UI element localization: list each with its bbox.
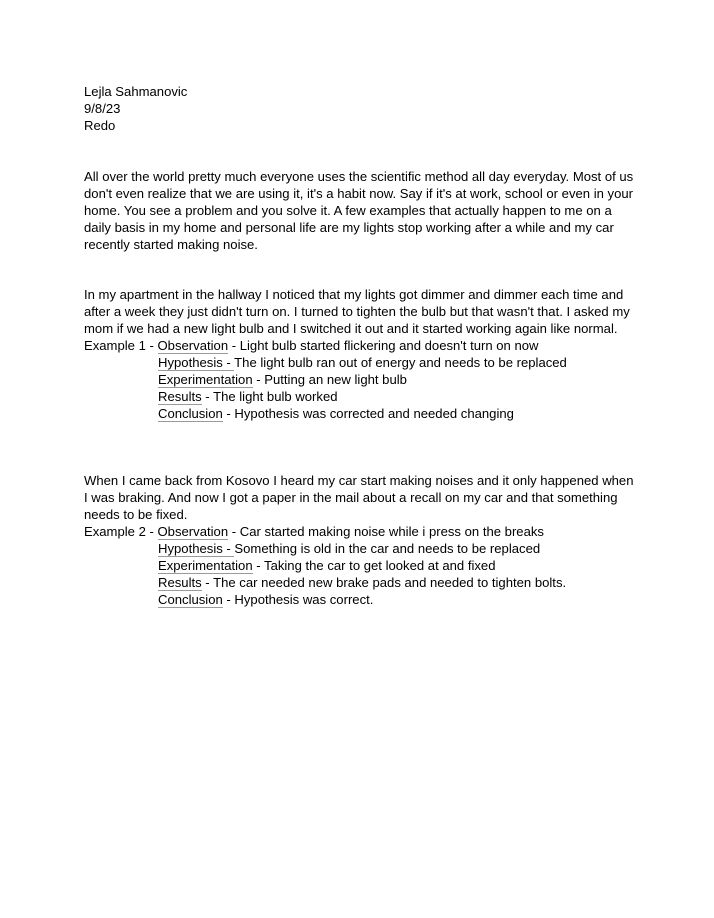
example-1-results-line xyxy=(84,388,636,405)
example-1-conclusion-text: - Hypothesis was corrected and needed changing xyxy=(222,406,514,421)
example-1-observation-label: Observation xyxy=(157,338,229,353)
example-2-prefix: Example 2 - xyxy=(84,524,158,539)
story-2-paragraph: When I came back from Kosovo I heard my car start making noises and it only happened when I was braking. And now I got a paper in the mail about a recall on my car and that something needs to be fixed. xyxy=(84,473,634,522)
example-2-results-label: Results xyxy=(158,575,202,590)
example-2-conclusion-text: - Hypothesis was correct. xyxy=(222,592,374,607)
document-status: Redo xyxy=(84,118,116,133)
example-1-prefix: Example 1 - xyxy=(84,338,158,353)
example-2-observation-text: - Car started making noise while i press on the breaks xyxy=(228,524,544,539)
example-2-hypothesis-text: Something is old in the car and needs to be replaced xyxy=(234,541,541,556)
example-2-observation-line xyxy=(84,523,636,540)
author-name: Lejla Sahmanovic xyxy=(84,84,188,99)
example-2-experimentation-label: Experimentation xyxy=(158,558,253,573)
example-1-observation-text: - Light bulb started flickering and doesn't turn on now xyxy=(228,338,539,353)
example-1-block xyxy=(84,337,636,422)
example-1-experimentation-text: - Putting an new light bulb xyxy=(252,372,407,387)
example-1-observation-line xyxy=(84,337,636,354)
spacer xyxy=(84,134,636,168)
example-1-hypothesis-line xyxy=(84,354,636,371)
intro-paragraph: All over the world pretty much everyone uses the scientific method all day everyday. Most of us don't even realize that we are using it, it's a habit now. Say if it's at work, school or even in your home. You see a problem and you solve it. A few examples that actually happen to me on a daily basis in my home and personal life are my lights stop working after a while and my car recently started making noise. xyxy=(84,169,634,252)
example-2-hypothesis-label: Hypothesis - xyxy=(158,541,235,556)
example-2-hypothesis-line xyxy=(84,540,636,557)
example-1-experimentation-line xyxy=(84,371,636,388)
example-1-experimentation-label: Experimentation xyxy=(158,372,253,387)
example-2-experimentation-text: - Taking the car to get looked at and fixed xyxy=(252,558,496,573)
example-1-conclusion-label: Conclusion xyxy=(158,406,223,421)
document-page xyxy=(84,83,636,608)
document-header xyxy=(84,83,636,134)
example-2-results-text: - The car needed new brake pads and needed to tighten bolts. xyxy=(201,575,567,590)
example-2-results-line xyxy=(84,574,636,591)
example-1-results-label: Results xyxy=(158,389,202,404)
example-2-block xyxy=(84,523,636,608)
example-1-results-text: - The light bulb worked xyxy=(201,389,338,404)
story-1-paragraph: In my apartment in the hallway I noticed that my lights got dimmer and dimmer each time and after a week they just didn't turn on. I turned to tighten the bulb but that wasn't that. I asked my mom if we had a new light bulb and I switched it out and it started working again like normal. xyxy=(84,287,630,336)
spacer xyxy=(84,422,636,472)
document-date: 9/8/23 xyxy=(84,101,121,116)
example-2-conclusion-line xyxy=(84,591,636,608)
example-2-conclusion-label: Conclusion xyxy=(158,592,223,607)
example-1-conclusion-line xyxy=(84,405,636,422)
spacer xyxy=(84,253,636,286)
example-1-hypothesis-label: Hypothesis - xyxy=(158,355,235,370)
example-2-experimentation-line xyxy=(84,557,636,574)
example-2-observation-label: Observation xyxy=(157,524,229,539)
example-1-hypothesis-text: The light bulb ran out of energy and needs to be replaced xyxy=(234,355,567,370)
